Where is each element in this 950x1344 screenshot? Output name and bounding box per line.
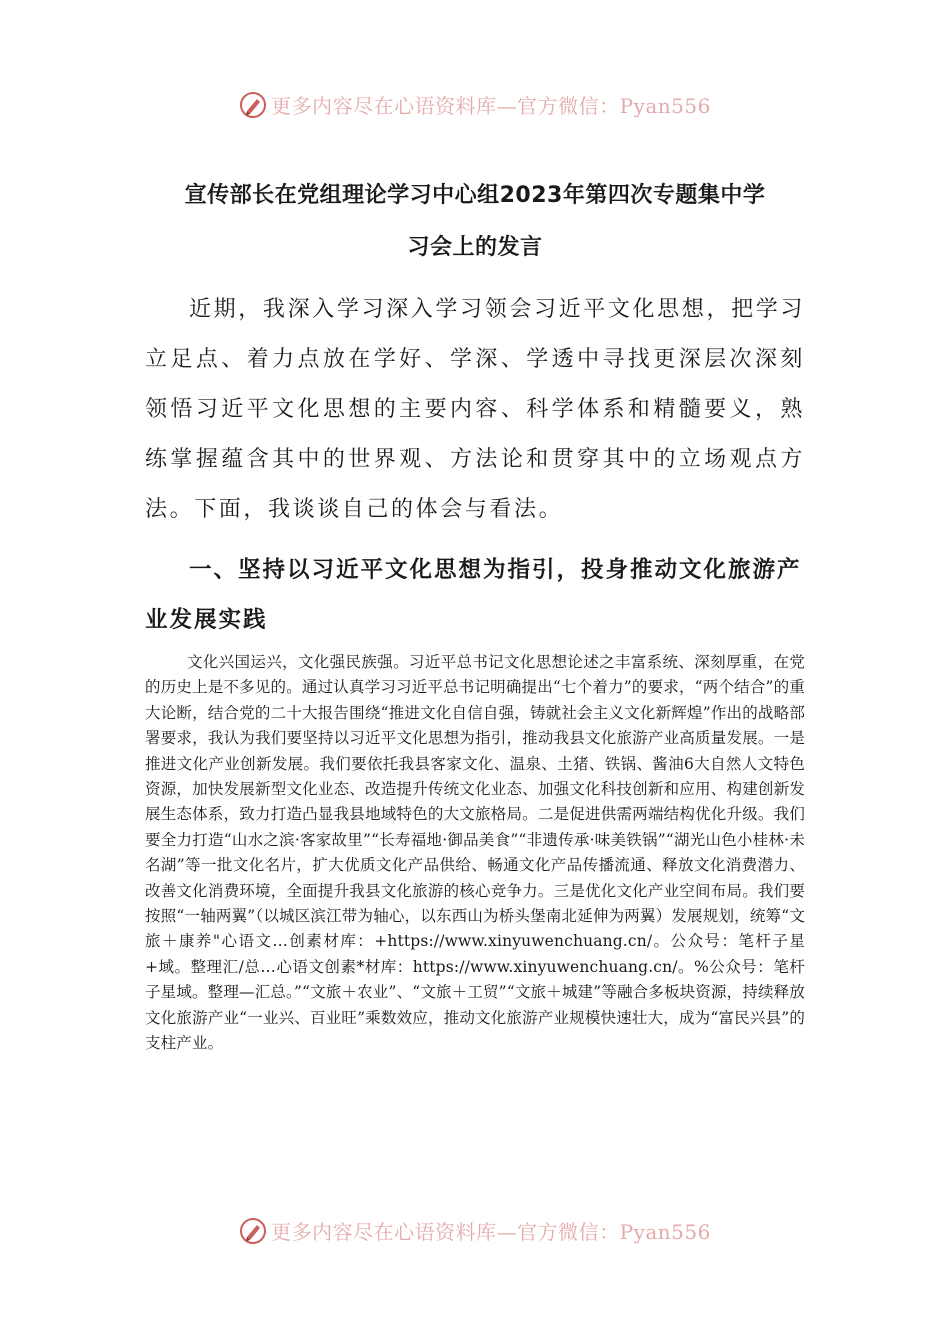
pen-logo-icon bbox=[239, 1217, 267, 1245]
pen-logo-icon bbox=[239, 91, 267, 119]
intro-paragraph: 近期，我深入学习深入学习领会习近平文化思想，把学习立足点、着力点放在学好、学深、学透中寻找更深层次深刻领悟习近平文化思想的主要内容、科学体系和精髓要义，熟练掌握蕴含其中的世界观、方法论和贯穿其中的立场观点方法。下面，我谈谈自己的体会与看法。 bbox=[145, 297, 805, 522]
title-line-1: 宣传部长在党组理论学习中心组2023年第四次专题集中学 bbox=[184, 183, 766, 208]
watermark-text: 更多内容尽在心语资料库—官方微信：Pyan556 bbox=[271, 94, 711, 118]
footer-watermark bbox=[0, 1216, 950, 1245]
title-line-2: 习会上的发言 bbox=[407, 235, 543, 260]
section-1-body: 文化兴国运兴，文化强民族强。习近平总书记文化思想论述之丰富系统、深刻厚重，在党的历史上是不多见的。通过认真学习习近平总书记明确提出“七个着力”的要求，“两个结合”的重大论断，结合党的二十大报告围绕“推进文化自信自强，铸就社会主义文化新辉煌”作出的战略部署要求，我认为我们要坚持以习近平文化思想为指引，推动我县文化旅游产业高质量发展。一是推进文化产业创新发展。我们要依托我县客家文化、温泉、土猪、铁锅、酱油6大自然人文特色资源，加快发展新型文化业态、改造提升传统文化业态、加强文化科技创新和应用、构建创新发展生态体系，致力打造凸显我县地域特色的大文旅格局。二是促进供需两端结构优化升级。我们要全力打造“山水之滨·客家故里”“长寿福地·御品美食”“非遗传承·味美铁锅”“湖光山色小桂林·未名湖”等一批文化名片，扩大优质文化产品供给、畅通文化产品传播流通、释放文化消费潜力、改善文化消费环境，全面提升我县文化旅游的核心竞争力。三是优化文化产业空间布局。我们要按照“一轴两翼”（以城区滨江带为轴心，以东西山为桥头堡南北延伸为两翼）发展规划，统筹“文旅＋康养"心语文…创素材库：+https://www.xinyuwenchuang.cn/。公众号：笔杆子星+域。整理汇/总…心语文创素*材库：https://www.xinyuwenchuang.cn/。%公众号：笔杆子星域。整理—汇总。”“文旅＋农业”、“文旅＋工贸”“文旅＋城建”等融合多板块资源，持续释放文化旅游产业“一业兴、百业旺”乘数效应，推动文化旅游产业规模快速壮大，成为“富民兴县”的支柱产业。 bbox=[145, 653, 805, 1053]
document-title bbox=[145, 170, 805, 274]
header-watermark bbox=[0, 90, 950, 119]
watermark-text: 更多内容尽在心语资料库—官方微信：Pyan556 bbox=[271, 1220, 711, 1244]
section-1-heading: 一、坚持以习近平文化思想为指引，投身推动文化旅游产业发展实践 bbox=[145, 557, 802, 633]
